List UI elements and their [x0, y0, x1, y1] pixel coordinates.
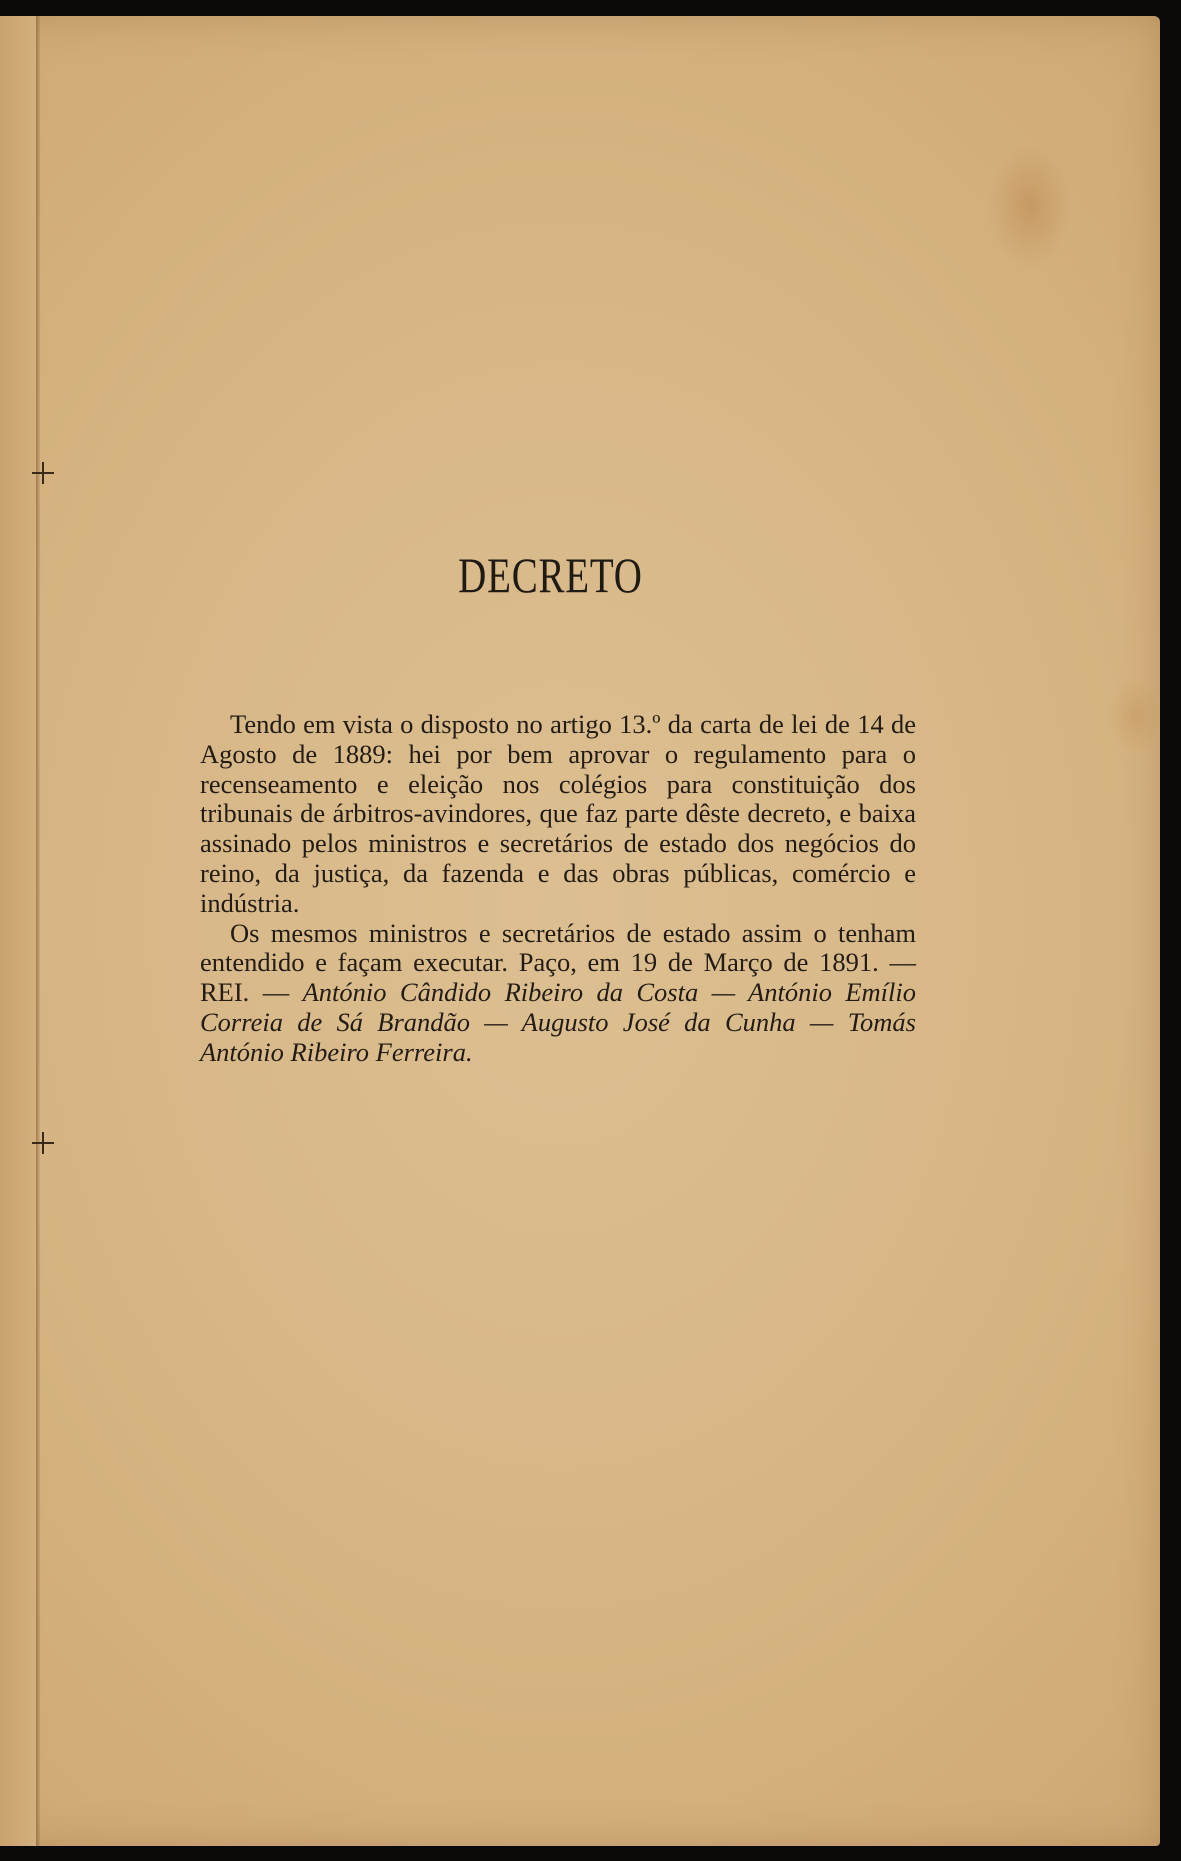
- page-fold: [36, 16, 40, 1846]
- spine-edge: [0, 16, 36, 1846]
- paragraph-2: [200, 919, 916, 1068]
- paragraph-2-text: Os mesmos ministros e secretários de estado assim o tenham entendido e façam executar. Paço, em 19 de Março de 1891. — REI. —: [200, 917, 916, 1008]
- decree-title: DECRETO: [458, 546, 643, 603]
- paragraph-1: Tendo em vista o disposto no artigo 13.º da carta de lei de 14 de Agosto de 1889: hei por bem aprovar o regulamento para o recenseamento e eleição nos colégios para constituição dos tribunais de árbitros-avindores, que faz parte dêste decreto, e baixa assinado pelos ministros e secretários de estado dos negócios do reino, da justiça, da fazenda e das obras públicas, comércio e indústria.: [200, 709, 916, 918]
- decree-body: [200, 710, 916, 1068]
- signatories: António Cândido Ribeiro da Costa — António Emílio Correia de Sá Brandão — Augusto José da Cunha — Tomás António Ribeiro Ferreira.: [200, 977, 917, 1067]
- document-page: [0, 16, 1160, 1846]
- fold-mark: [42, 462, 44, 484]
- fold-mark: [42, 1132, 44, 1154]
